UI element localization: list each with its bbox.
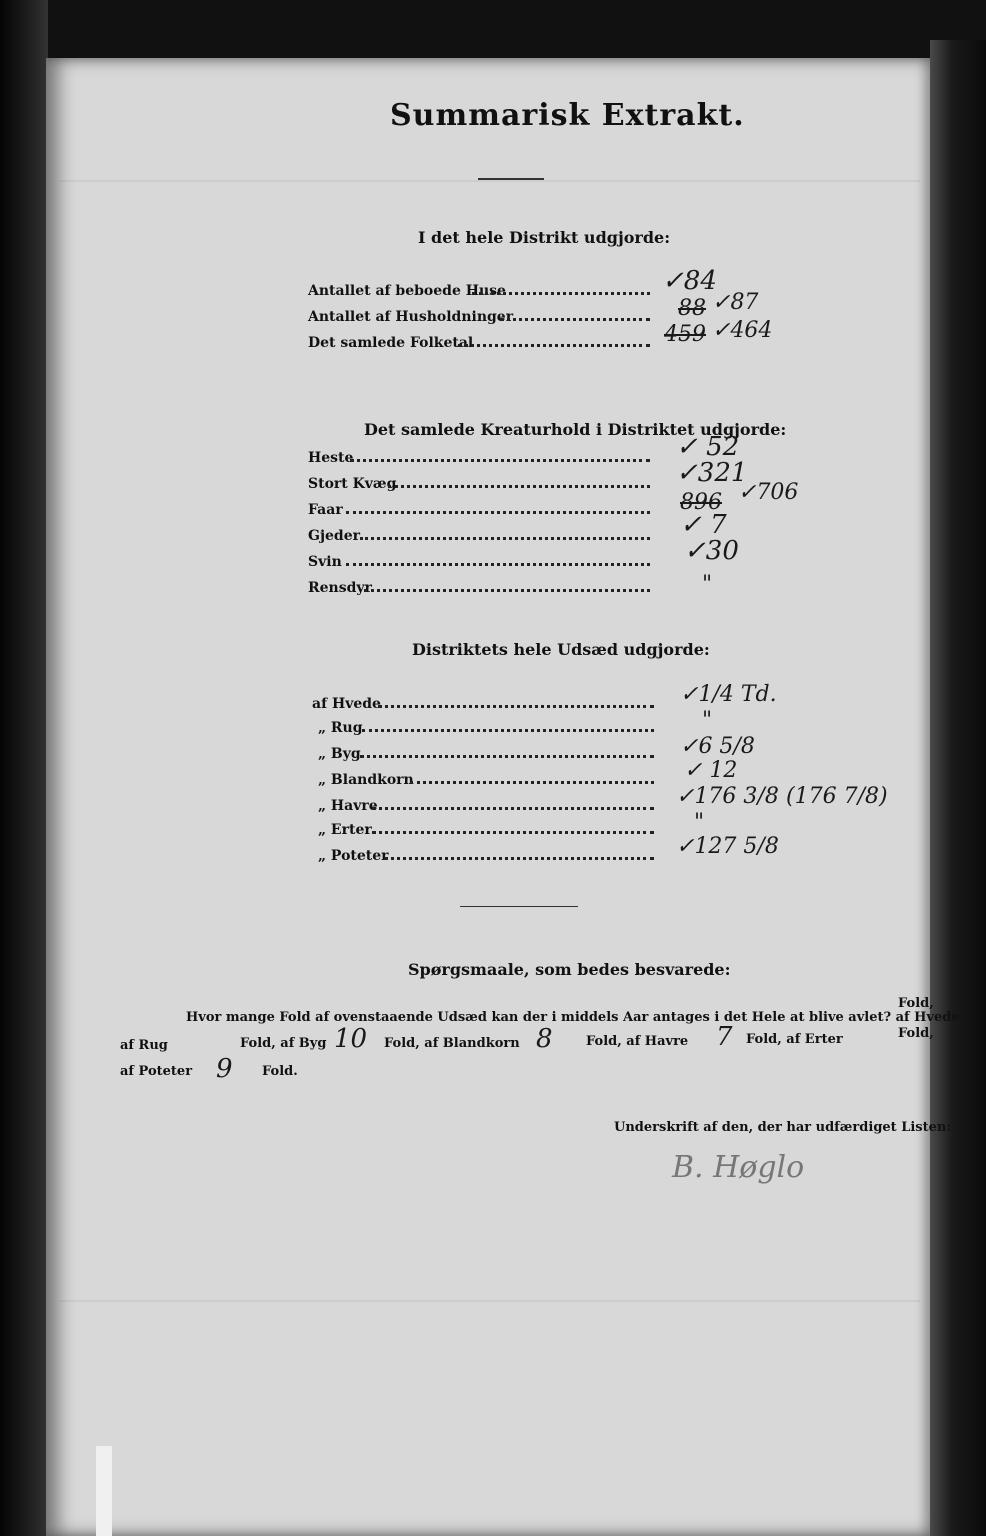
q-rug-fold: Fold, af Byg: [240, 1036, 327, 1051]
struck-value: 88: [678, 296, 706, 321]
question-fold: Fold,: [898, 996, 934, 1011]
leader-dots: [472, 292, 650, 295]
leader-dots: [362, 729, 654, 732]
q-rug: af Rug: [120, 1038, 168, 1053]
value-text: 87: [730, 290, 759, 315]
question-line1: Hvor mange Fold af ovenstaaende Udsæd kan der i middels Aar antages i det Hele at blive avlet? af Hvede: [186, 1010, 960, 1025]
row-label: „ Blandkorn: [318, 772, 414, 788]
handwritten-value: ✓ 7: [680, 510, 727, 540]
handwritten-value: ✓706: [738, 480, 799, 505]
row-label: Faar: [308, 502, 343, 518]
struck-value: 459: [664, 322, 706, 347]
questions-heading: Spørgsmaale, som bedes besvarede:: [408, 960, 731, 979]
page-edge: [930, 40, 986, 1536]
handwritten-value: ✓6 5/8: [680, 734, 755, 759]
row-label: „ Erter: [318, 822, 372, 838]
title-divider: [478, 178, 544, 180]
handwritten-note: (176 7/8): [786, 784, 888, 809]
value-text: 12: [709, 758, 738, 783]
handwritten-value: ✓464: [712, 318, 773, 343]
handwritten-value: ✓ 12: [684, 758, 738, 783]
handwritten-value: ": [702, 572, 713, 597]
signature: B. Høglo: [672, 1150, 805, 1185]
row-label: af Hvede: [312, 696, 381, 712]
handwritten-value: ": [694, 810, 705, 835]
row-label: „ Rug: [318, 720, 363, 736]
row-label: Stort Kvæg: [308, 476, 397, 492]
page-title: Summarisk Extrakt.: [390, 98, 745, 133]
row-label: Gjeder: [308, 528, 361, 544]
handwritten-value: ": [702, 708, 713, 733]
leader-dots: [350, 459, 650, 462]
q-poteter-value: 9: [216, 1054, 233, 1084]
handwritten-value: ✓ 52: [676, 432, 740, 462]
handwritten-value: ✓176 3/8: [676, 784, 779, 809]
q-byg-value: 10: [334, 1024, 368, 1054]
q-poteter-fold: Fold.: [262, 1064, 298, 1079]
row-label: „ Havre: [318, 798, 378, 814]
binding-tab: [96, 1446, 112, 1536]
leader-dots: [410, 781, 654, 784]
section2-heading: Det samlede Kreaturhold i Distriktet udgjorde:: [364, 420, 787, 439]
section3-heading: Distriktets hele Udsæd udgjorde:: [412, 640, 710, 659]
row-label: Antallet af Husholdninger: [308, 309, 514, 325]
struck-value: 896: [680, 490, 722, 515]
row-label: „ Poteter: [318, 848, 389, 864]
q-havre-value: 7: [716, 1022, 733, 1052]
value-text: 176 3/8: [694, 784, 779, 809]
bleed-line: [60, 1300, 920, 1302]
handwritten-value: ✓30: [684, 536, 739, 566]
section-divider: [460, 906, 578, 907]
q-havre-fold: Fold, af Erter: [746, 1032, 843, 1047]
signature-label: Underskrift af den, der har udfærdiget Listen:: [614, 1120, 952, 1135]
value-text: 127 5/8: [694, 834, 779, 859]
leader-dots: [346, 563, 650, 566]
row-label: Antallet af beboede Huse: [308, 283, 506, 299]
value-text: 6 5/8: [698, 734, 755, 759]
value-text: 84: [683, 266, 717, 296]
leader-dots: [360, 537, 650, 540]
value-text: 30: [705, 536, 739, 566]
handwritten-value: ✓1/4 Td.: [680, 682, 777, 707]
q-poteter: af Poteter: [120, 1064, 193, 1079]
leader-dots: [384, 857, 654, 860]
handwritten-value: ✓321: [676, 458, 748, 488]
value-text: 1/4 Td.: [698, 682, 777, 707]
leader-dots: [372, 807, 654, 810]
value-text: 706: [756, 480, 799, 505]
value-text: 7: [710, 510, 727, 540]
book-binding: [0, 0, 48, 1536]
leader-dots: [372, 831, 654, 834]
handwritten-value: ✓87: [712, 290, 759, 315]
leader-dots: [364, 589, 650, 592]
row-label: Heste: [308, 450, 354, 466]
handwritten-value: ✓127 5/8: [676, 834, 779, 859]
value-text: 52: [706, 432, 740, 462]
row-label: „ Byg: [318, 746, 361, 762]
row-label: Det samlede Folketal: [308, 335, 474, 351]
row-label: Svin: [308, 554, 342, 570]
handwritten-value: ✓84: [662, 266, 717, 296]
q-erter-fold: Fold,: [898, 1026, 934, 1041]
leader-dots: [346, 511, 650, 514]
leader-dots: [388, 485, 650, 488]
value-text: 321: [697, 458, 748, 488]
value-text: 464: [730, 318, 773, 343]
leader-dots: [360, 755, 654, 758]
q-byg-fold: Fold, af Blandkorn: [384, 1036, 520, 1051]
row-label: Rensdyr: [308, 580, 372, 596]
bleed-line: [60, 180, 920, 182]
leader-dots: [458, 344, 650, 347]
leader-dots: [378, 705, 654, 708]
q-blandkorn-fold: Fold, af Havre: [586, 1034, 689, 1049]
q-blandkorn-value: 8: [536, 1024, 553, 1054]
section1-heading: I det hele Distrikt udgjorde:: [418, 228, 671, 247]
leader-dots: [500, 318, 650, 321]
